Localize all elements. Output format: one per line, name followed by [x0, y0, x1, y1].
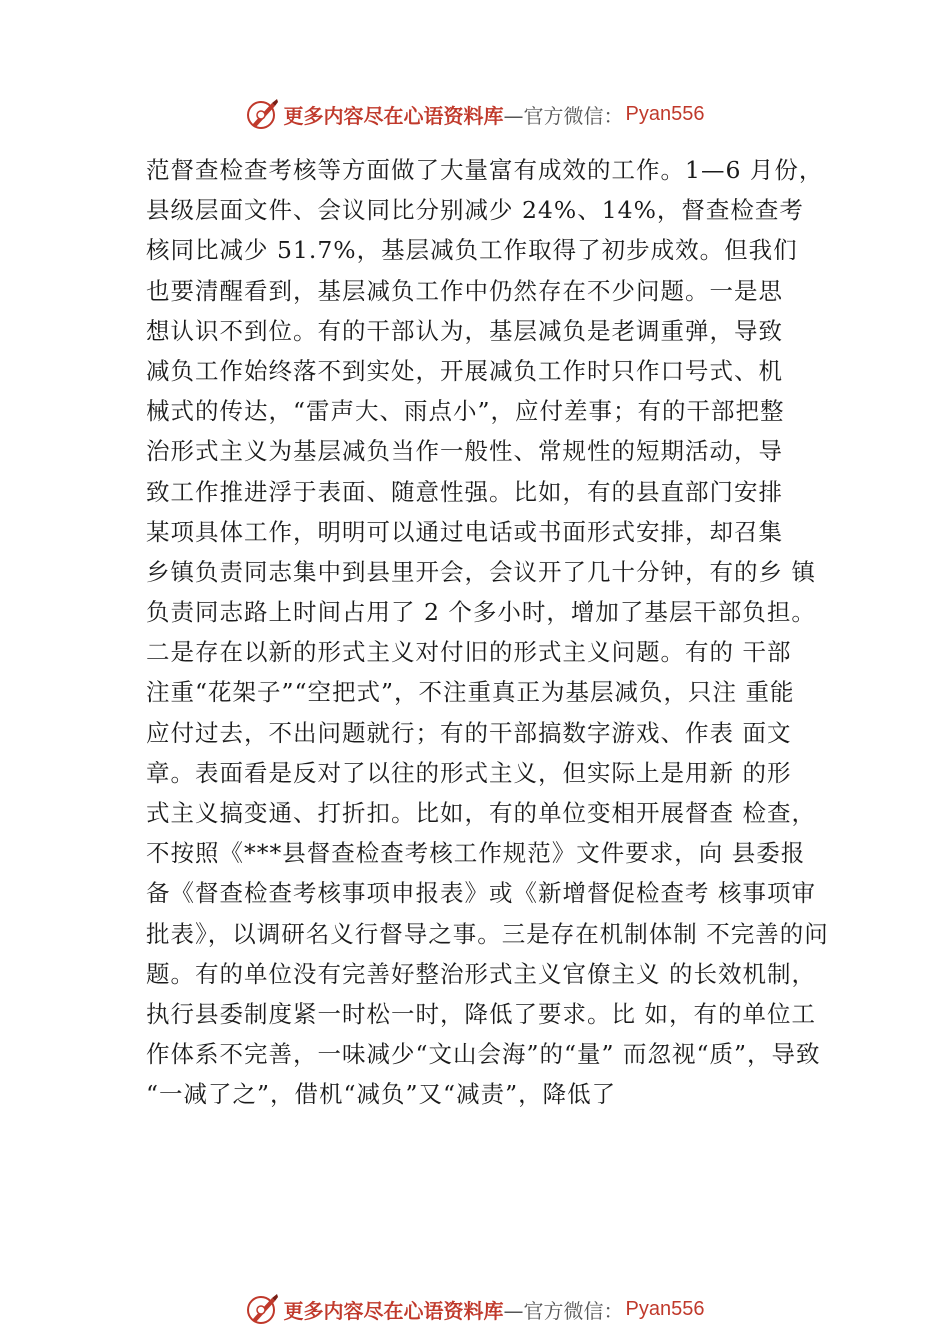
body-line: 不按照《***县督查检查考核工作规范》文件要求，向 县委报	[146, 839, 806, 868]
body-line: 应付过去，不出问题就行；有的干部搞数字游戏、作表 面文	[146, 718, 792, 747]
body-line: 治形式主义为基层减负当作一般性、常规性的短期活动，导	[146, 437, 783, 466]
body-line: 批表》，以调研名义行督导之事。三是存在机制体制 不完善的问	[146, 919, 829, 948]
wechat-id: Pyan556	[625, 1297, 705, 1320]
body-line: 二是存在以新的形式主义对付旧的形式主义问题。有的 干部	[146, 638, 792, 667]
body-line: 作体系不完善，一味减少“文山会海”的“量” 而忽视“质”，导致	[146, 1040, 821, 1069]
header-banner	[0, 94, 950, 134]
body-line: 负责同志路上时间占用了 2 个多小时，增加了基层干部负担。	[146, 598, 816, 627]
body-line: “一减了之”，借机“减负”又“减责”，降低了	[146, 1080, 617, 1109]
body-line: 也要清醒看到，基层减负工作中仍然存在不少问题。一是思	[146, 276, 783, 305]
body-line: 章。表面看是反对了以往的形式主义，但实际上是用新 的形	[146, 758, 792, 787]
document-body	[146, 150, 846, 1115]
body-line: 注重“花架子”“空把式”，不注重真正为基层减负，只注 重能	[146, 678, 795, 707]
promo-text: 更多内容尽在心语资料库	[283, 1298, 504, 1323]
body-line: 械式的传达，“雷声大、雨点小”，应付差事；有的干部把整	[146, 397, 785, 426]
official-wechat-label: —官方微信：	[503, 1298, 624, 1323]
body-line: 某项具体工作，明明可以通过电话或书面形式安排，却召集	[146, 517, 783, 546]
pen-feather-icon	[246, 1292, 280, 1326]
official-wechat-label: —官方微信：	[503, 103, 624, 128]
wechat-id: Pyan556	[625, 102, 705, 125]
promo-text: 更多内容尽在心语资料库	[283, 103, 504, 128]
body-line: 执行县委制度紧一时松一时，降低了要求。比 如，有的单位工	[146, 999, 816, 1028]
body-line: 范督查检查考核等方面做了大量富有成效的工作。1—6 月份，	[146, 156, 824, 184]
body-line: 备《督查检查考核事项申报表》或《新增督促检查考 核事项审	[146, 879, 816, 908]
body-line: 式主义搞变通、打折扣。比如，有的单位变相开展督查 检查，	[146, 799, 816, 827]
body-line: 乡镇负责同志集中到县里开会，会议开了几十分钟，有的乡 镇	[146, 557, 816, 586]
body-line: 题。有的单位没有完善好整治形式主义官僚主义 的长效机制，	[146, 959, 816, 988]
body-line: 想认识不到位。有的干部认为，基层减负是老调重弹，导致	[146, 316, 783, 345]
body-line: 致工作推进浮于表面、随意性强。比如，有的县直部门安排	[146, 477, 783, 506]
body-line: 减负工作始终落不到实处，开展减负工作时只作口号式、机	[146, 356, 783, 385]
pen-feather-icon	[246, 97, 280, 131]
body-line: 核同比减少 51.7%，基层减负工作取得了初步成效。但我们	[146, 236, 798, 265]
footer-banner	[0, 1289, 950, 1329]
body-line: 县级层面文件、会议同比分别减少 24%、14%，督查检查考	[146, 196, 804, 225]
